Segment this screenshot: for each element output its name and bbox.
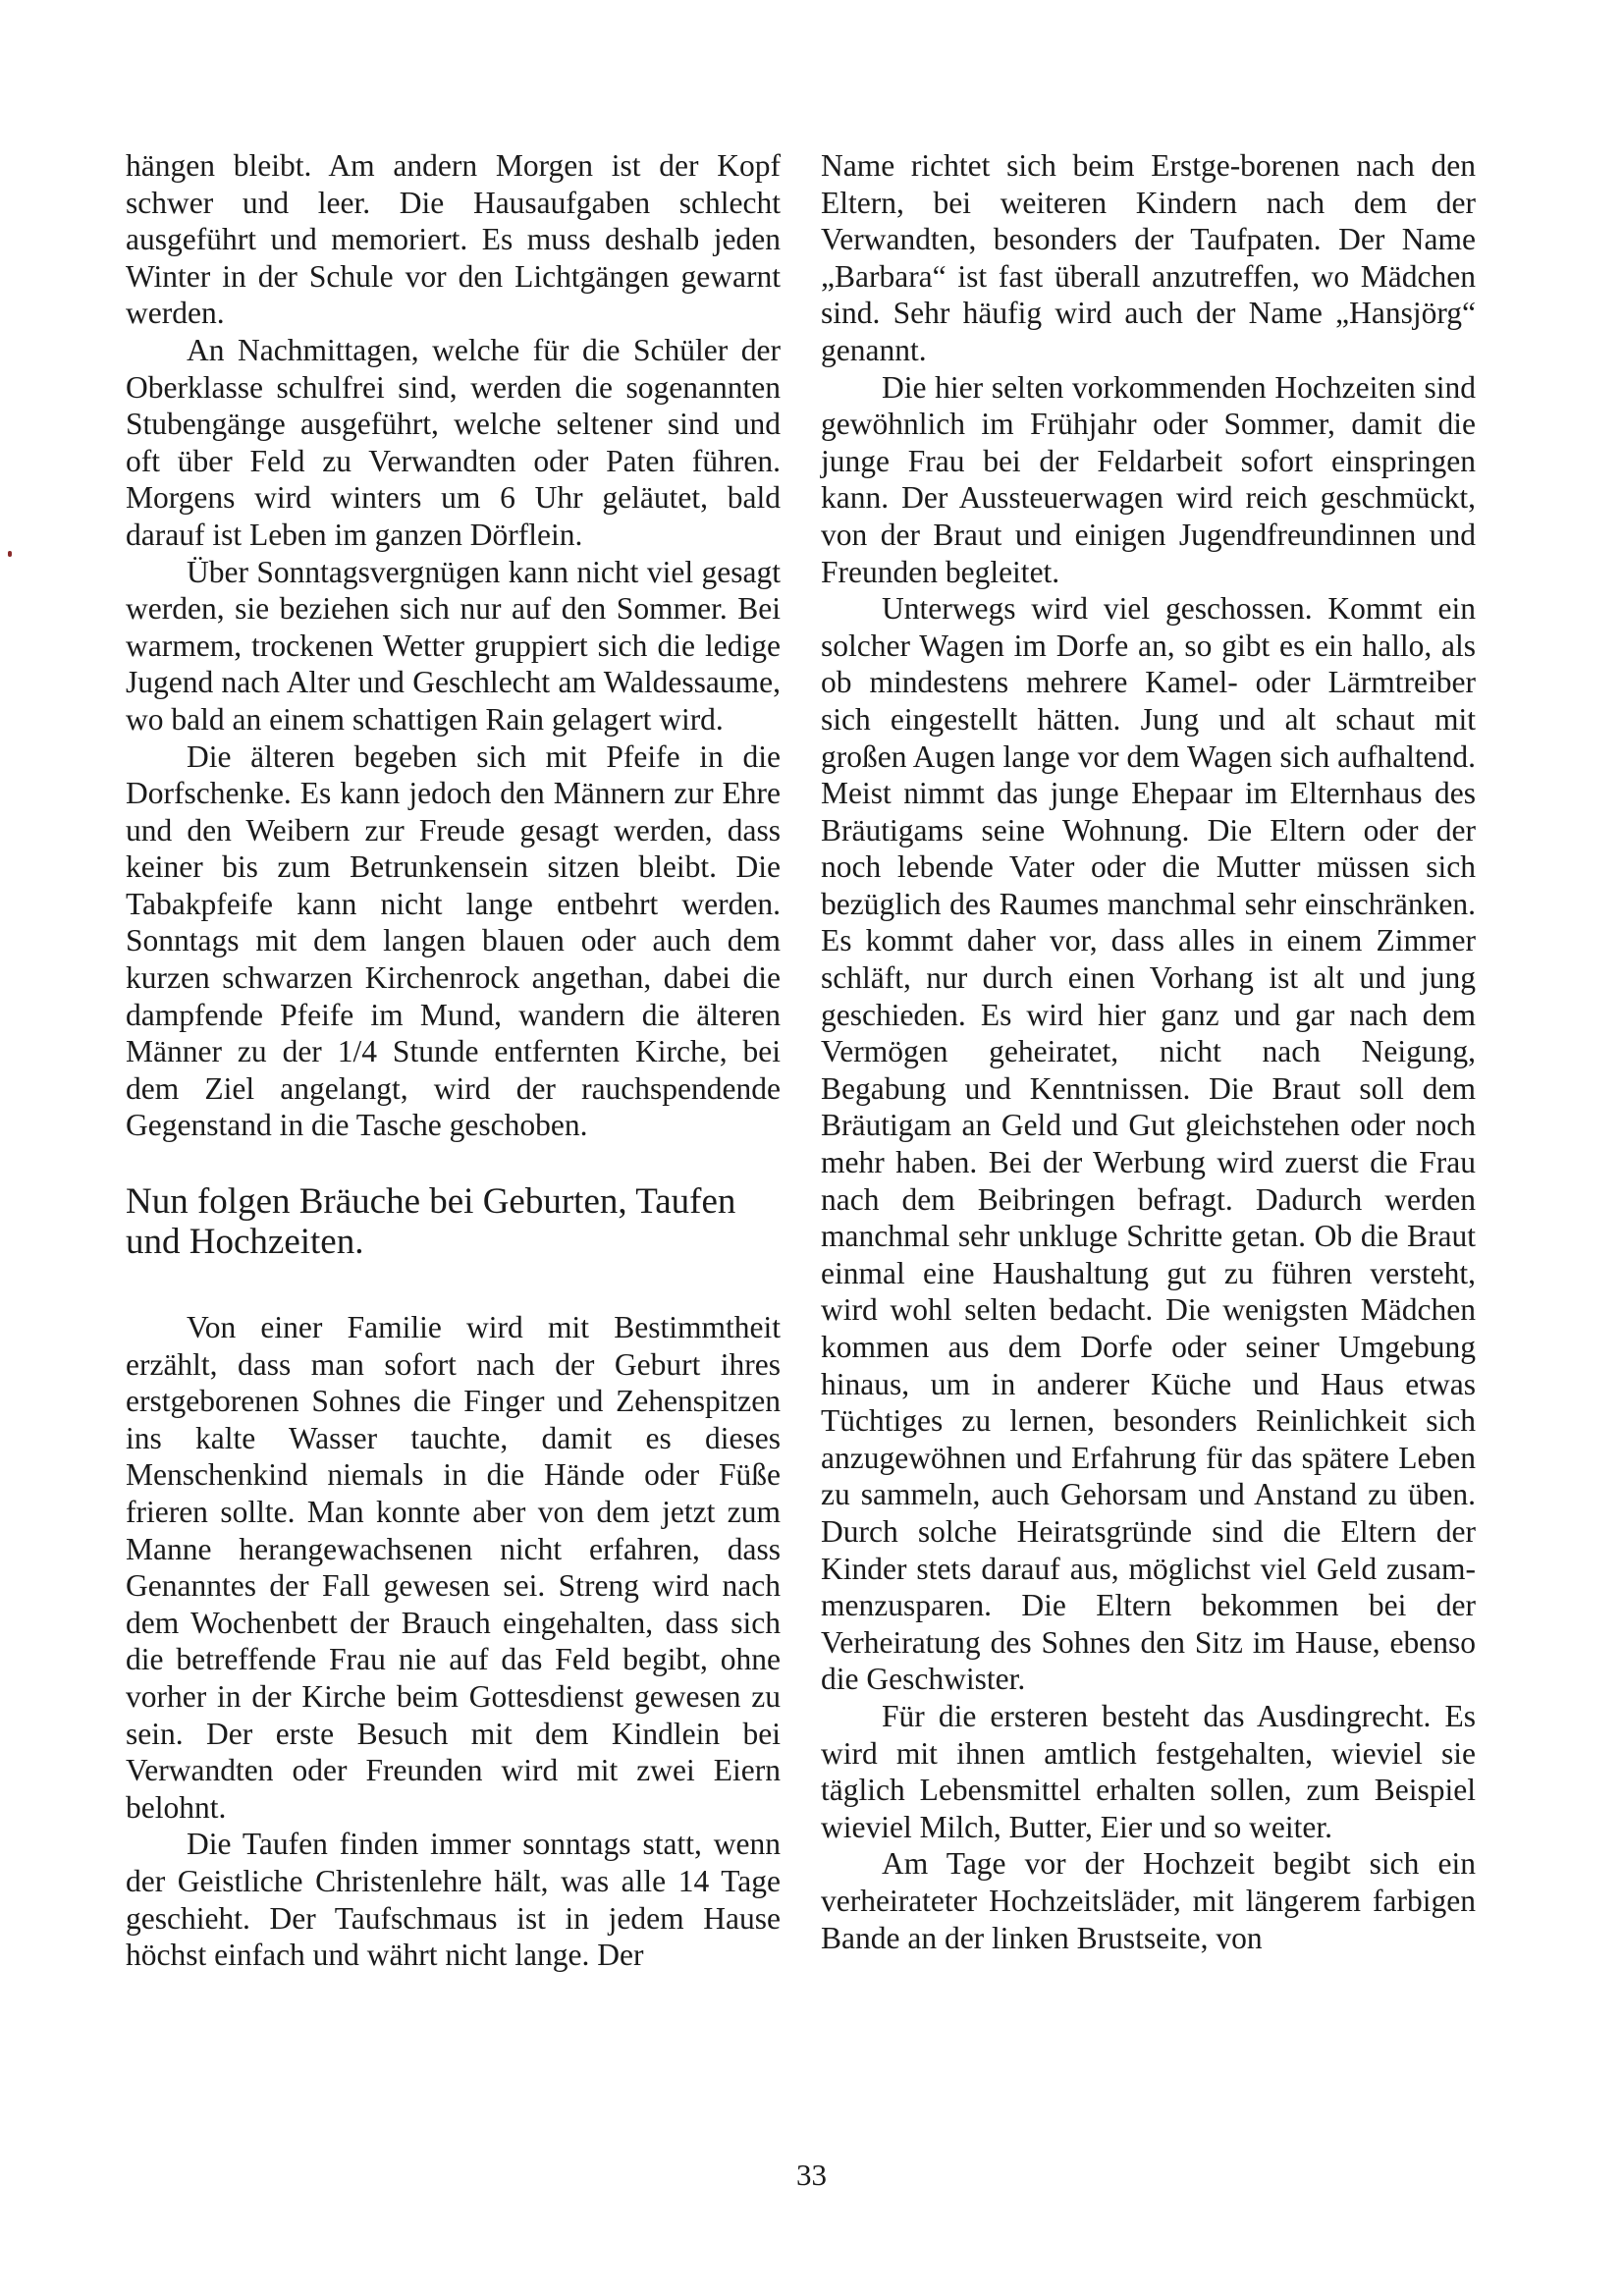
paragraph: An Nachmittagen, welche für die Schüler der Oberklasse schulfrei sind, werden die sogenannten Stubengänge ausgeführt, welche seltener sind und oft über Feld zu Verwandten oder Paten führen. Morgens wird winters um 6 Uhr geläutet, bald darauf ist Leben im ganzen Dörflein. [126,332,781,552]
paragraph: Über Sonntagsvergnügen kann nicht viel gesagt werden, sie beziehen sich nur auf den Sommer. Bei warmem, trockenen Wetter gruppiert sich die ledige Jugend nach Alter und Geschlecht am Waldessaume, wo bald an einem schattigen Rain gelagert wird. [126,554,781,737]
right-column [821,147,1476,1956]
paragraph: Die Taufen finden immer sonntags statt, wenn der Geistliche Christenlehre hält, was alle 14 Tage geschieht. Der Taufschmaus ist in jedem Hause höchst einfach und währt nicht lange. Der [126,1827,781,1973]
paragraph: Die älteren begeben sich mit Pfeife in die Dorfschenke. Es kann jedoch den Männern zur Ehre und den Weibern zur Freude gesagt werden, dass keiner bis zum Betrunkensein sitzen bleibt. Die Tabakpfeife kann nicht lange entbehrt werden. Sonntags mit dem langen blauen oder auch dem kurzen schwarzen Kirchenrock angethan, dabei die dampfende Pfeife im Mund, wandern die älteren Männer zu der 1/4 Stunde entfernten Kirche, bei dem Ziel angelangt, wird der rauchspendende Gegenstand in die Tasche geschoben. [126,738,781,1143]
paragraph: Für die ersteren besteht das Ausdingrecht. Es wird mit ihnen amtlich festgehalten, wieviel sie täglich Lebensmittel erhalten sollen, zum Beispiel wieviel Milch, Butter, Eier und so weiter. [821,1698,1476,1844]
paragraph: Unterwegs wird viel geschossen. Kommt ein solcher Wagen im Dorfe an, so gibt es ein hallo, als ob mindestens mehrere Kamel- oder Lärmtreiber sich eingestellt hätten. Jung und alt schaut mit großen Augen lange vor dem Wagen sich aufhaltend. Meist nimmt das junge Ehepaar im Elternhaus des Bräutigams seine Wohnung. Die Eltern oder der noch lebende Vater oder die Mutter müssen sich bezüglich des Raumes manchmal sehr einschränken. Es kommt daher vor, dass alles in einem Zimmer schläft, nur durch einen Vorhang ist alt und jung geschieden. Es wird hier ganz und gar nach dem Vermögen geheiratet, nicht nach Neigung, Begabung und Kenntnissen. Die Braut soll dem Bräutigam an Geld und Gut gleichstehen oder noch mehr haben. Bei der Werbung wird zuerst die Frau nach dem Beibringen befragt. Dadurch werden manchmal sehr unkluge Schritte getan. Ob die Braut einmal eine Haushaltung gut zu führen versteht, wird wohl selten bedacht. Die wenigsten Mädchen kommen aus dem Dorfe oder seiner Umgebung hinaus, um in anderer Küche und Haus etwas Tüchtiges zu lernen, besonders Reinlichkeit sich anzugewöhnen und Erfahrung für das spätere Leben zu sammeln, auch Gehorsam und Anstand zu üben. Durch solche Heiratsgründe sind die Eltern der Kinder stets darauf aus, möglichst viel Geld zusammenzusparen. Die Eltern bekommen bei der Verheiratung des Sohnes den Sitz im Hause, ebenso die Geschwister. [821,591,1476,1697]
paragraph: Name richtet sich beim Erstge-borenen nach den Eltern, bei weiteren Kindern nach dem der Verwandten, besonders der Taufpaten. Der Name „Barbara“ ist fast überall anzutreffen, wo Mädchen sind. Sehr häufig wird auch der Name „Hansjörg“ genannt. [821,148,1476,367]
paragraph: Die hier selten vorkommenden Hochzeiten sind gewöhnlich im Frühjahr oder Sommer, damit die junge Frau bei der Feldarbeit sofort einspringen kann. Der Aussteuerwagen wird reich geschmückt, von der Braut und einigen Jugendfreundinnen und Freunden begleitet. [821,369,1476,589]
paragraph: Von einer Familie wird mit Bestimmtheit erzählt, dass man sofort nach der Geburt ihres erstgeborenen Sohnes die Finger und Zehenspitzen ins kalte Wasser tauchte, damit es dieses Menschenkind niemals in die Hände oder Füße frieren sollte. Man konnte aber von dem jetzt zum Manne herangewachsenen nicht erfahren, dass Genanntes der Fall gewesen sei. Streng wird nach dem Wochenbett der Brauch eingehalten, dass sich die betreffende Frau nie auf das Feld begibt, ohne vorher in der Kirche beim Gottesdienst gewesen zu sein. Der erste Besuch mit dem Kindlein bei Verwandten oder Freunden wird mit zwei Eiern belohnt. [126,1310,781,1825]
paragraph: hängen bleibt. Am andern Morgen ist der Kopf schwer und leer. Die Hausaufgaben schlecht ausgeführt und memoriert. Es muss deshalb jeden Winter in der Schule vor den Lichtgängen gewarnt werden. [126,148,781,331]
page-number: 33 [796,2158,827,2192]
left-column [126,147,781,1974]
paragraph: Am Tage vor der Hochzeit begibt sich ein verheirateter Hochzeitsläder, mit längerem farbigen Bande an der linken Brustseite, von [821,1846,1476,1955]
margin-ink-mark [8,551,12,557]
section-heading: Nun folgen Bräuche bei Geburten, Taufen und Hochzeiten. [126,1181,736,1263]
